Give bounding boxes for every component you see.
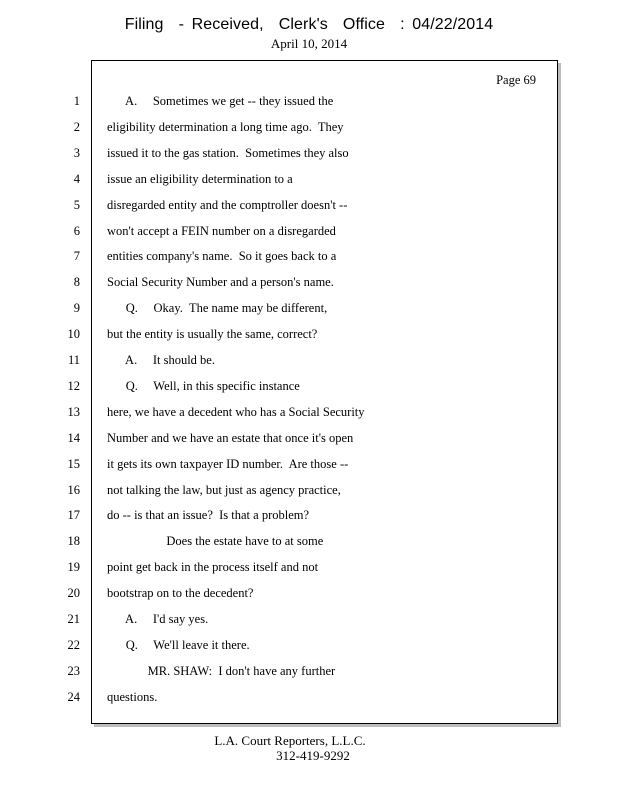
line-number: 2 <box>73 120 80 134</box>
line-number: 11 <box>67 353 80 367</box>
header-date: April 10, 2014 <box>270 36 348 51</box>
transcript-line: here, we have a decedent who has a Social Security <box>107 405 365 419</box>
line-number: 10 <box>67 327 80 341</box>
footer-phone: 312-419-9292 <box>276 748 350 763</box>
line-number: 5 <box>73 198 80 212</box>
transcript-line: entities company's name. So it goes back to a <box>107 249 337 263</box>
line-number: 18 <box>67 534 80 548</box>
line-number: 3 <box>73 146 80 160</box>
transcript-line: issued it to the gas station. Sometimes they also <box>107 146 349 160</box>
transcript-line: Number and we have an estate that once it's open <box>107 431 354 445</box>
transcript-line: bootstrap on to the decedent? <box>107 586 254 600</box>
transcript-line: MR. SHAW: I don't have any further <box>107 664 336 678</box>
line-number: 6 <box>73 224 80 238</box>
transcript-line: A. It should be. <box>107 353 215 367</box>
transcript-line: point get back in the process itself and not <box>107 560 319 574</box>
line-number: 1 <box>73 94 80 108</box>
transcript-line: it gets its own taxpayer ID number. Are those -- <box>107 457 349 471</box>
line-number: 15 <box>67 457 80 471</box>
transcript-line: Social Security Number and a person's name. <box>107 275 334 289</box>
line-number: 13 <box>67 405 80 419</box>
transcript-line: not talking the law, but just as agency practice, <box>107 483 341 497</box>
transcript-line: Q. Well, in this specific instance <box>107 379 300 393</box>
line-number: 23 <box>67 664 80 678</box>
transcript-line: Does the estate have to at some <box>107 534 324 548</box>
transcript-line: issue an eligibility determination to a <box>107 172 293 186</box>
transcript-line: A. Sometimes we get -- they issued the <box>107 94 334 108</box>
page-number: Page 69 <box>496 73 536 87</box>
transcript-line: eligibility determination a long time ago. They <box>107 120 344 134</box>
line-number: 8 <box>73 275 80 289</box>
line-number: 19 <box>67 560 80 574</box>
line-number: 12 <box>67 379 80 393</box>
filing-stamp: Filing - Received, Clerk's Office : 04/22/2014 <box>124 16 494 33</box>
transcript-line: won't accept a FEIN number on a disregarded <box>107 224 336 238</box>
line-number: 14 <box>67 431 80 445</box>
transcript-line: Q. Okay. The name may be different, <box>107 301 328 315</box>
line-number: 21 <box>67 612 80 626</box>
footer-company: L.A. Court Reporters, L.L.C. <box>214 733 366 748</box>
transcript-line: Q. We'll leave it there. <box>107 638 250 652</box>
line-number: 9 <box>73 301 80 315</box>
line-number: 20 <box>67 586 80 600</box>
transcript-line: but the entity is usually the same, correct? <box>107 327 318 341</box>
line-number: 24 <box>67 690 80 704</box>
line-number: 17 <box>67 508 80 522</box>
line-number: 7 <box>73 249 80 263</box>
line-number: 16 <box>67 483 80 497</box>
line-number: 4 <box>73 172 80 186</box>
transcript-line: questions. <box>107 690 158 704</box>
transcript-line: disregarded entity and the comptroller doesn't -- <box>107 198 348 212</box>
transcript-line: do -- is that an issue? Is that a problem? <box>107 508 310 522</box>
transcript-line: A. I'd say yes. <box>107 612 209 626</box>
line-number: 22 <box>67 638 80 652</box>
